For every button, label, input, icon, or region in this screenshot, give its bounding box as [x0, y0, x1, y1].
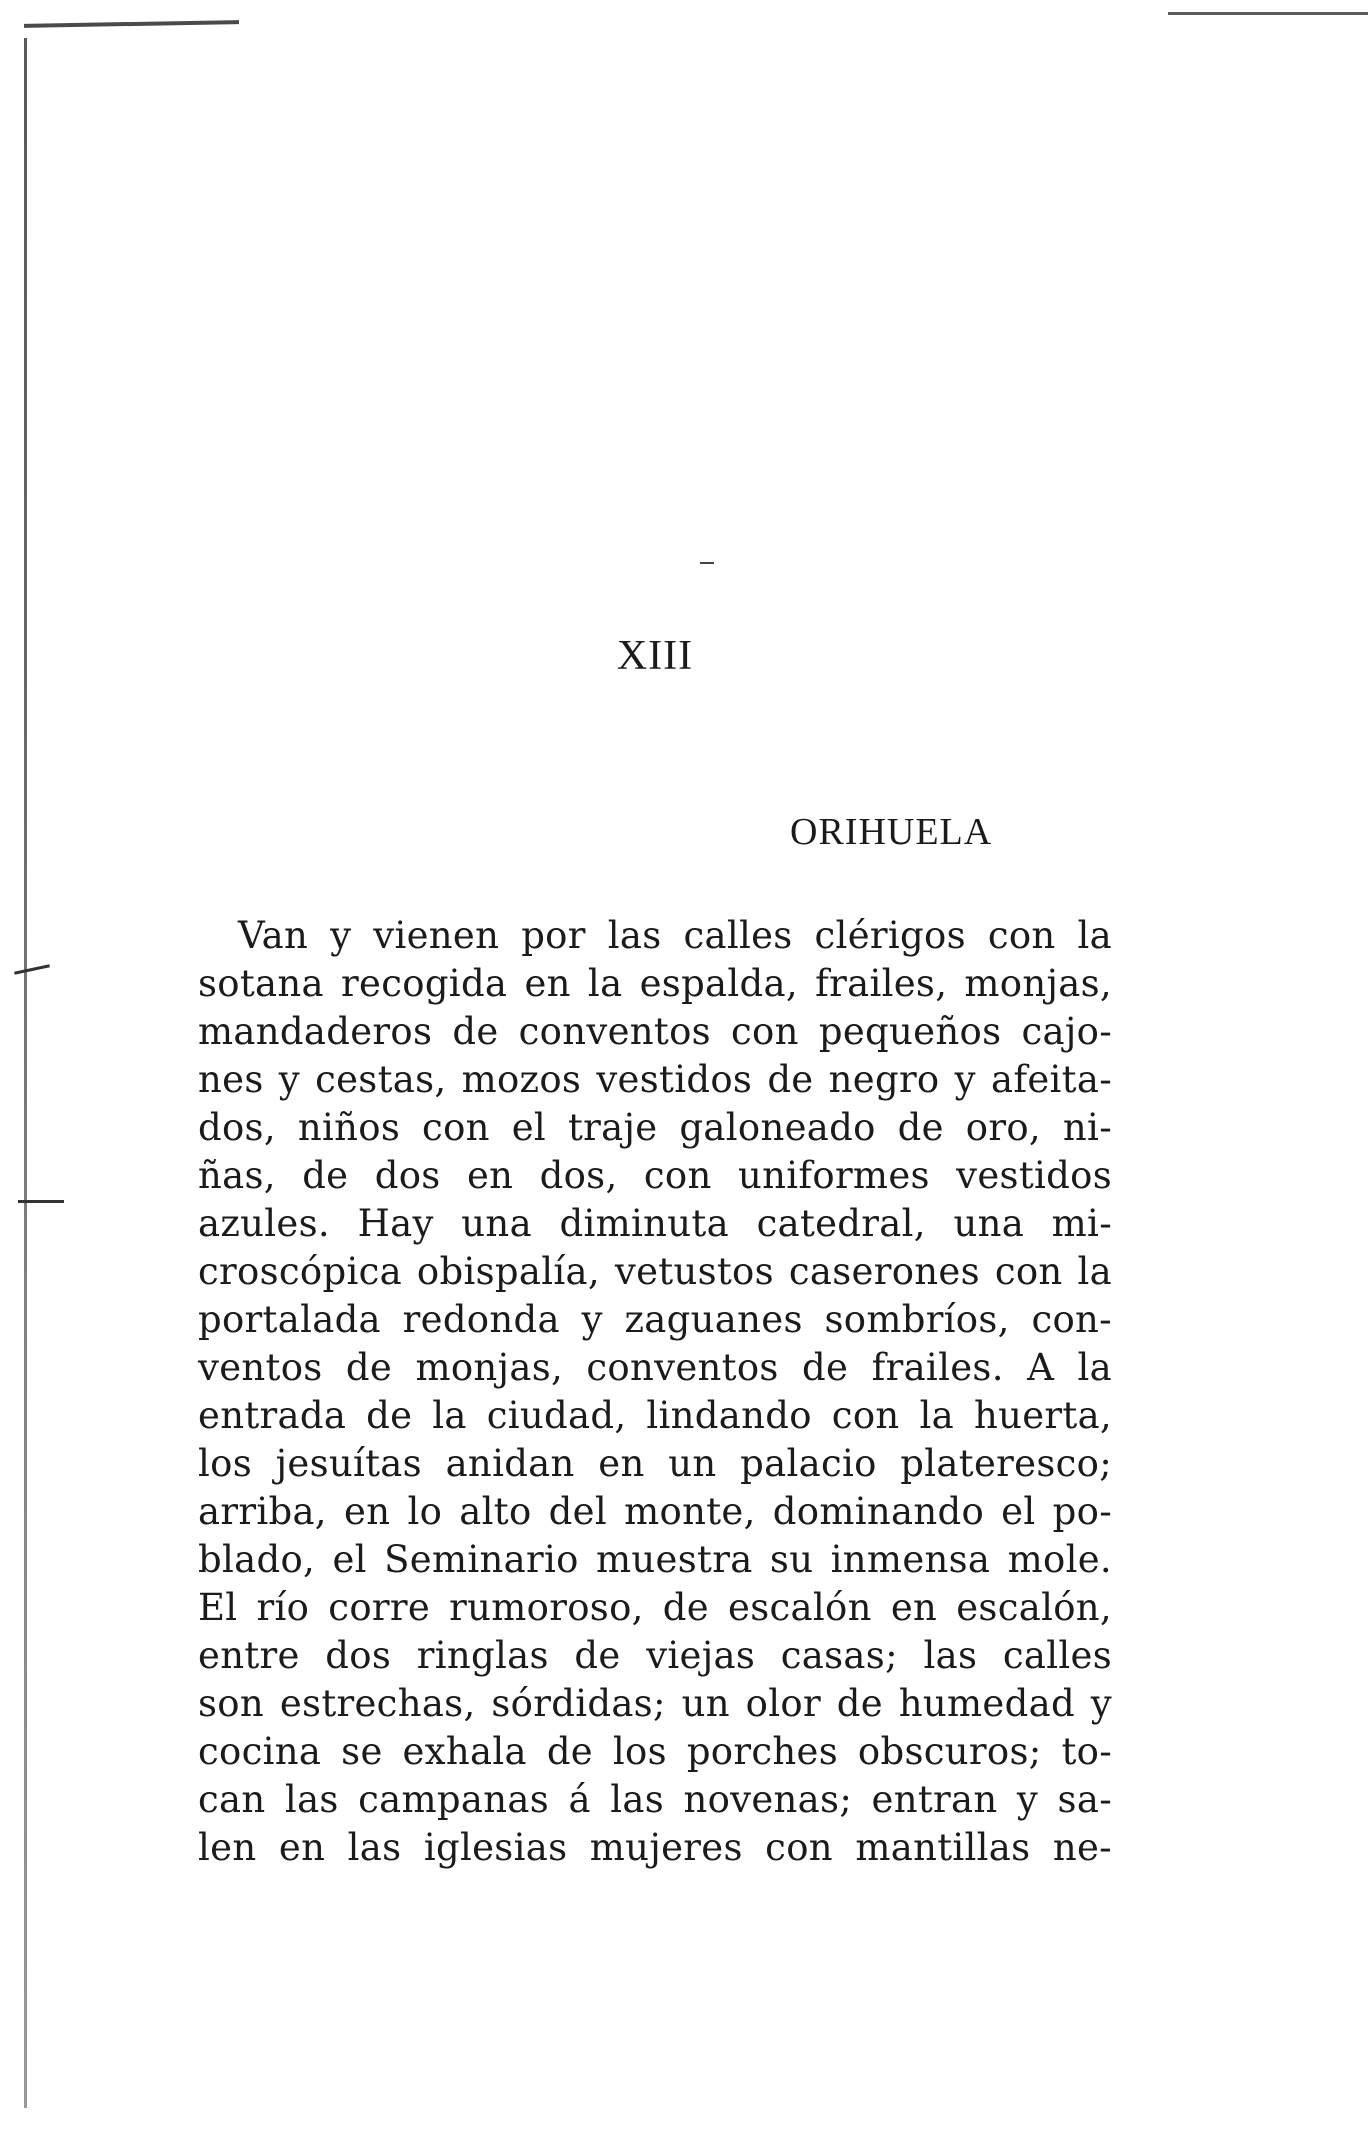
text-line: dos, niños con el traje galoneado de oro, ni-: [198, 1106, 1112, 1149]
stray-mark: [700, 562, 714, 564]
text-line: croscópica obispalía, vetustos caserones con la: [198, 1250, 1112, 1293]
scan-edge-top-right: [1168, 12, 1368, 15]
binding-mark: [14, 964, 50, 974]
text-line: arriba, en lo alto del monte, dominando el po-: [198, 1490, 1112, 1533]
text-line: len en las iglesias mujeres con mantillas ne-: [198, 1826, 1112, 1869]
text-line: entrada de la ciudad, lindando con la huerta,: [198, 1394, 1112, 1437]
text-line: Van y vienen por las calles clérigos con la: [238, 914, 1112, 957]
text-line: son estrechas, sórdidas; un olor de humedad y: [198, 1682, 1112, 1725]
text-line: blado, el Seminario muestra su inmensa mole.: [198, 1538, 1112, 1581]
text-line: entre dos ringlas de viejas casas; las calles: [198, 1634, 1112, 1677]
text-line: los jesuítas anidan en un palacio plateresco;: [198, 1442, 1112, 1485]
scan-edge-left: [24, 38, 27, 2108]
chapter-number: XIII: [616, 633, 694, 679]
text-line: ventos de monjas, conventos de frailes. A la: [198, 1346, 1112, 1389]
text-line: portalada redonda y zaguanes sombríos, con-: [198, 1298, 1112, 1341]
text-line: mandaderos de conventos con pequeños cajo-: [198, 1010, 1112, 1053]
body-text: [198, 912, 1112, 1872]
text-line: nes y cestas, mozos vestidos de negro y afeita-: [198, 1058, 1112, 1101]
text-line: ñas, de dos en dos, con uniformes vestidos: [198, 1154, 1112, 1197]
text-line: El río corre rumoroso, de escalón en escalón,: [198, 1586, 1112, 1629]
text-line: azules. Hay una diminuta catedral, una mi-: [198, 1202, 1112, 1245]
text-line: sotana recogida en la espalda, frailes, monjas,: [198, 962, 1112, 1005]
binding-mark: [18, 1200, 64, 1203]
scan-edge-top-left: [24, 20, 239, 28]
text-line: cocina se exhala de los porches obscuros; to-: [198, 1730, 1112, 1773]
chapter-title: ORIHUELA: [790, 811, 993, 853]
text-line: can las campanas á las novenas; entran y sa-: [198, 1778, 1112, 1821]
